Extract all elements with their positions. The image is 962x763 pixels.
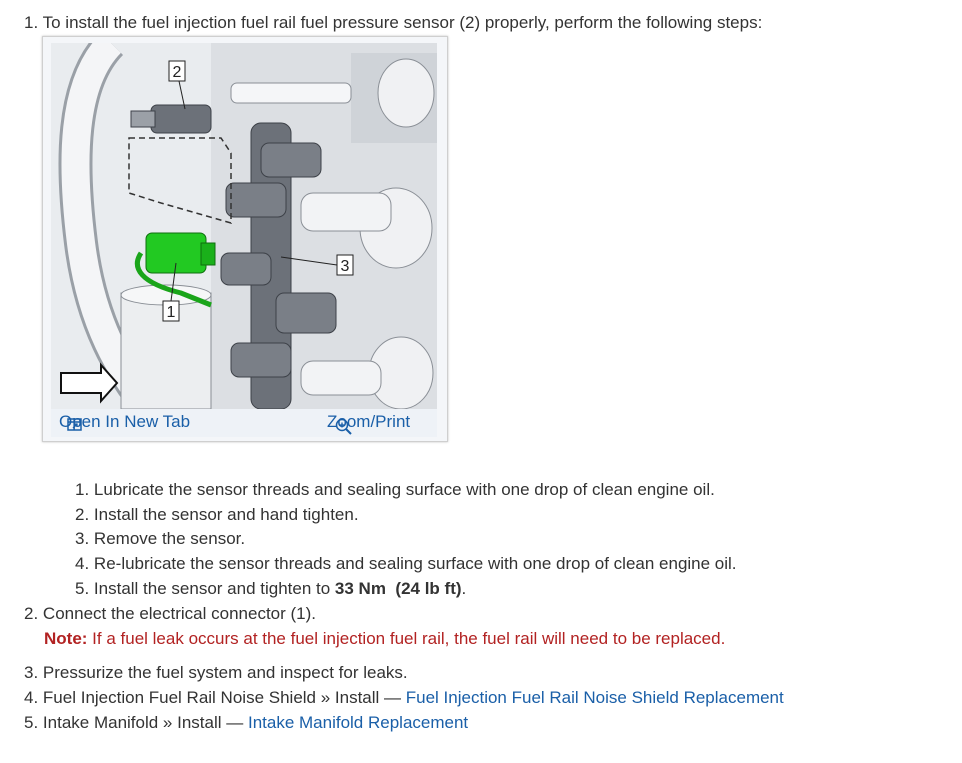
step-number: 2. xyxy=(24,604,39,623)
step-5 xyxy=(24,712,468,734)
open-in-new-tab-link[interactable] xyxy=(59,412,190,432)
substep-3 xyxy=(75,528,245,550)
step-text: To install the fuel injection fuel rail fuel pressure sensor (2) properly, perform the following steps: xyxy=(42,13,763,32)
substep-number: 2. xyxy=(75,505,90,524)
open-in-new-tab-label: Open In New Tab xyxy=(59,412,191,431)
step-number: 3. xyxy=(24,663,39,682)
torque-value: 33 Nm xyxy=(334,579,386,598)
step-text: Fuel Injection Fuel Rail Noise Shield » Install — xyxy=(42,688,406,707)
step-3 xyxy=(24,662,408,684)
substep-text: Re-lubricate the sensor threads and sealing surface with one drop of clean engine oil. xyxy=(93,554,737,573)
note-text: If a fuel leak occurs at the fuel injection fuel rail, the fuel rail will need to be replaced. xyxy=(87,629,726,648)
substep-number: 1. xyxy=(75,480,90,499)
noise-shield-replacement-link[interactable]: Fuel Injection Fuel Rail Noise Shield Replacement xyxy=(405,688,784,707)
illustration-figure xyxy=(42,36,448,442)
substep-5 xyxy=(75,578,466,600)
callout-label: 2 xyxy=(172,64,182,81)
intake-manifold-replacement-link[interactable]: Intake Manifold Replacement xyxy=(247,713,469,732)
figure-toolbar xyxy=(51,409,437,437)
step-text: Pressurize the fuel system and inspect for leaks. xyxy=(42,663,408,682)
step-number: 5. xyxy=(24,713,39,732)
step-text: Connect the electrical connector (1). xyxy=(42,604,317,623)
callout-label: 1 xyxy=(166,304,176,321)
warning-note xyxy=(44,628,725,650)
step-number: 1. xyxy=(24,13,39,32)
substep-text: Remove the sensor. xyxy=(93,529,246,548)
callout-label: 3 xyxy=(340,258,350,275)
substep-text: Install the sensor and hand tighten. xyxy=(93,505,359,524)
step-1 xyxy=(24,12,762,34)
substep-text: Lubricate the sensor threads and sealing surface with one drop of clean engine oil. xyxy=(93,480,715,499)
step-2 xyxy=(24,603,316,625)
substep-number: 4. xyxy=(75,554,90,573)
substep-number: 3. xyxy=(75,529,90,548)
step-number: 4. xyxy=(24,688,39,707)
zoom-icon xyxy=(335,418,353,436)
substep-text: Install the sensor and tighten to xyxy=(93,579,335,598)
step-text: Intake Manifold » Install — xyxy=(42,713,248,732)
substep-number: 5. xyxy=(75,579,90,598)
note-label: Note: xyxy=(44,629,88,648)
substep-4 xyxy=(75,553,737,575)
fuel-rail-illustration xyxy=(51,43,437,409)
torque-alt-value: (24 lb ft) xyxy=(395,579,462,598)
step-4 xyxy=(24,687,784,709)
zoom-print-label: Zoom/Print xyxy=(327,412,411,431)
new-tab-icon xyxy=(67,418,83,432)
substep-end: . xyxy=(461,579,467,598)
zoom-print-link[interactable] xyxy=(327,412,410,432)
substep-2 xyxy=(75,504,359,526)
substep-1 xyxy=(75,479,715,501)
